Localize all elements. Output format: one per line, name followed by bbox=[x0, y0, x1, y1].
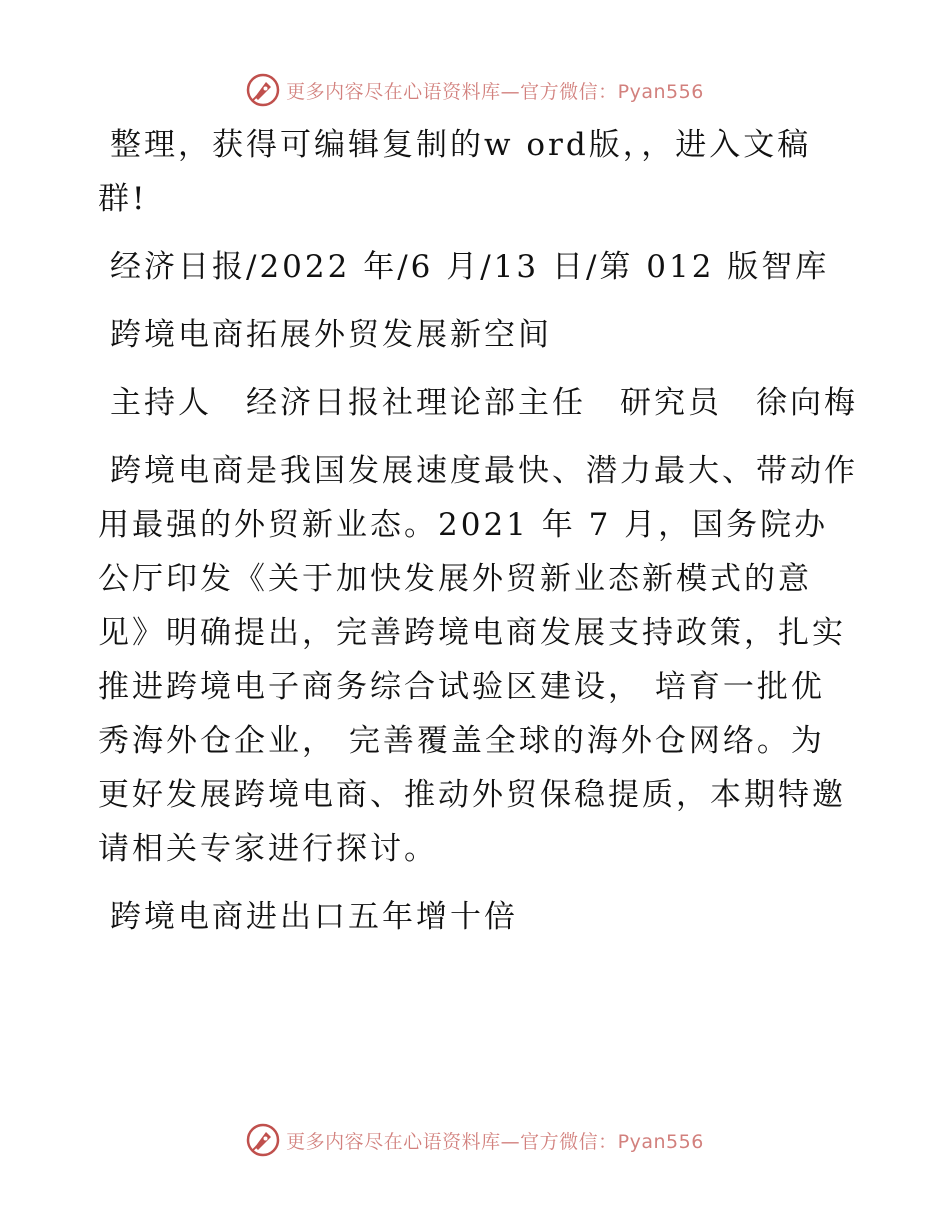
paragraph-body: 跨境电商是我国发展速度最快、潜力最大、带动作用最强的外贸新业态。2021 年 7 月，国务院办公厅印发《关于加快发展外贸新业态新模式的意见》明确提出，完善跨境电商发展支持政策，扎实推进跨境电子商务综合试验区建设， 培育一批优秀海外仓企业， 完善覆盖全球的海外仓网络。为更好发展跨境电商、推动外贸保稳提质，本期特邀请相关专家进行探讨。 bbox=[98, 453, 858, 867]
article-title: 跨境电商拓展外贸发展新空间 bbox=[110, 317, 552, 353]
pen-nib-logo-icon bbox=[246, 1123, 280, 1157]
paragraph-source: 经济日报/2022 年/6 月/13 日/第 012 版智库 bbox=[110, 249, 830, 285]
paragraph-host: 主持人 经济日报社理论部主任 研究员 徐向梅 bbox=[110, 385, 858, 421]
banner-text: 更多内容尽在心语资料库—官方微信：Pyan556 bbox=[286, 1130, 704, 1153]
document-body bbox=[98, 118, 858, 958]
header-banner bbox=[0, 70, 950, 110]
banner-text: 更多内容尽在心语资料库—官方微信：Pyan556 bbox=[286, 80, 704, 103]
section-heading: 跨境电商进出口五年增十倍 bbox=[110, 899, 518, 935]
footer-banner bbox=[0, 1120, 950, 1160]
pen-nib-logo-icon bbox=[246, 73, 280, 107]
paragraph-intro: 整理，获得可编辑复制的w ord版，，进入文稿群! bbox=[98, 127, 812, 217]
